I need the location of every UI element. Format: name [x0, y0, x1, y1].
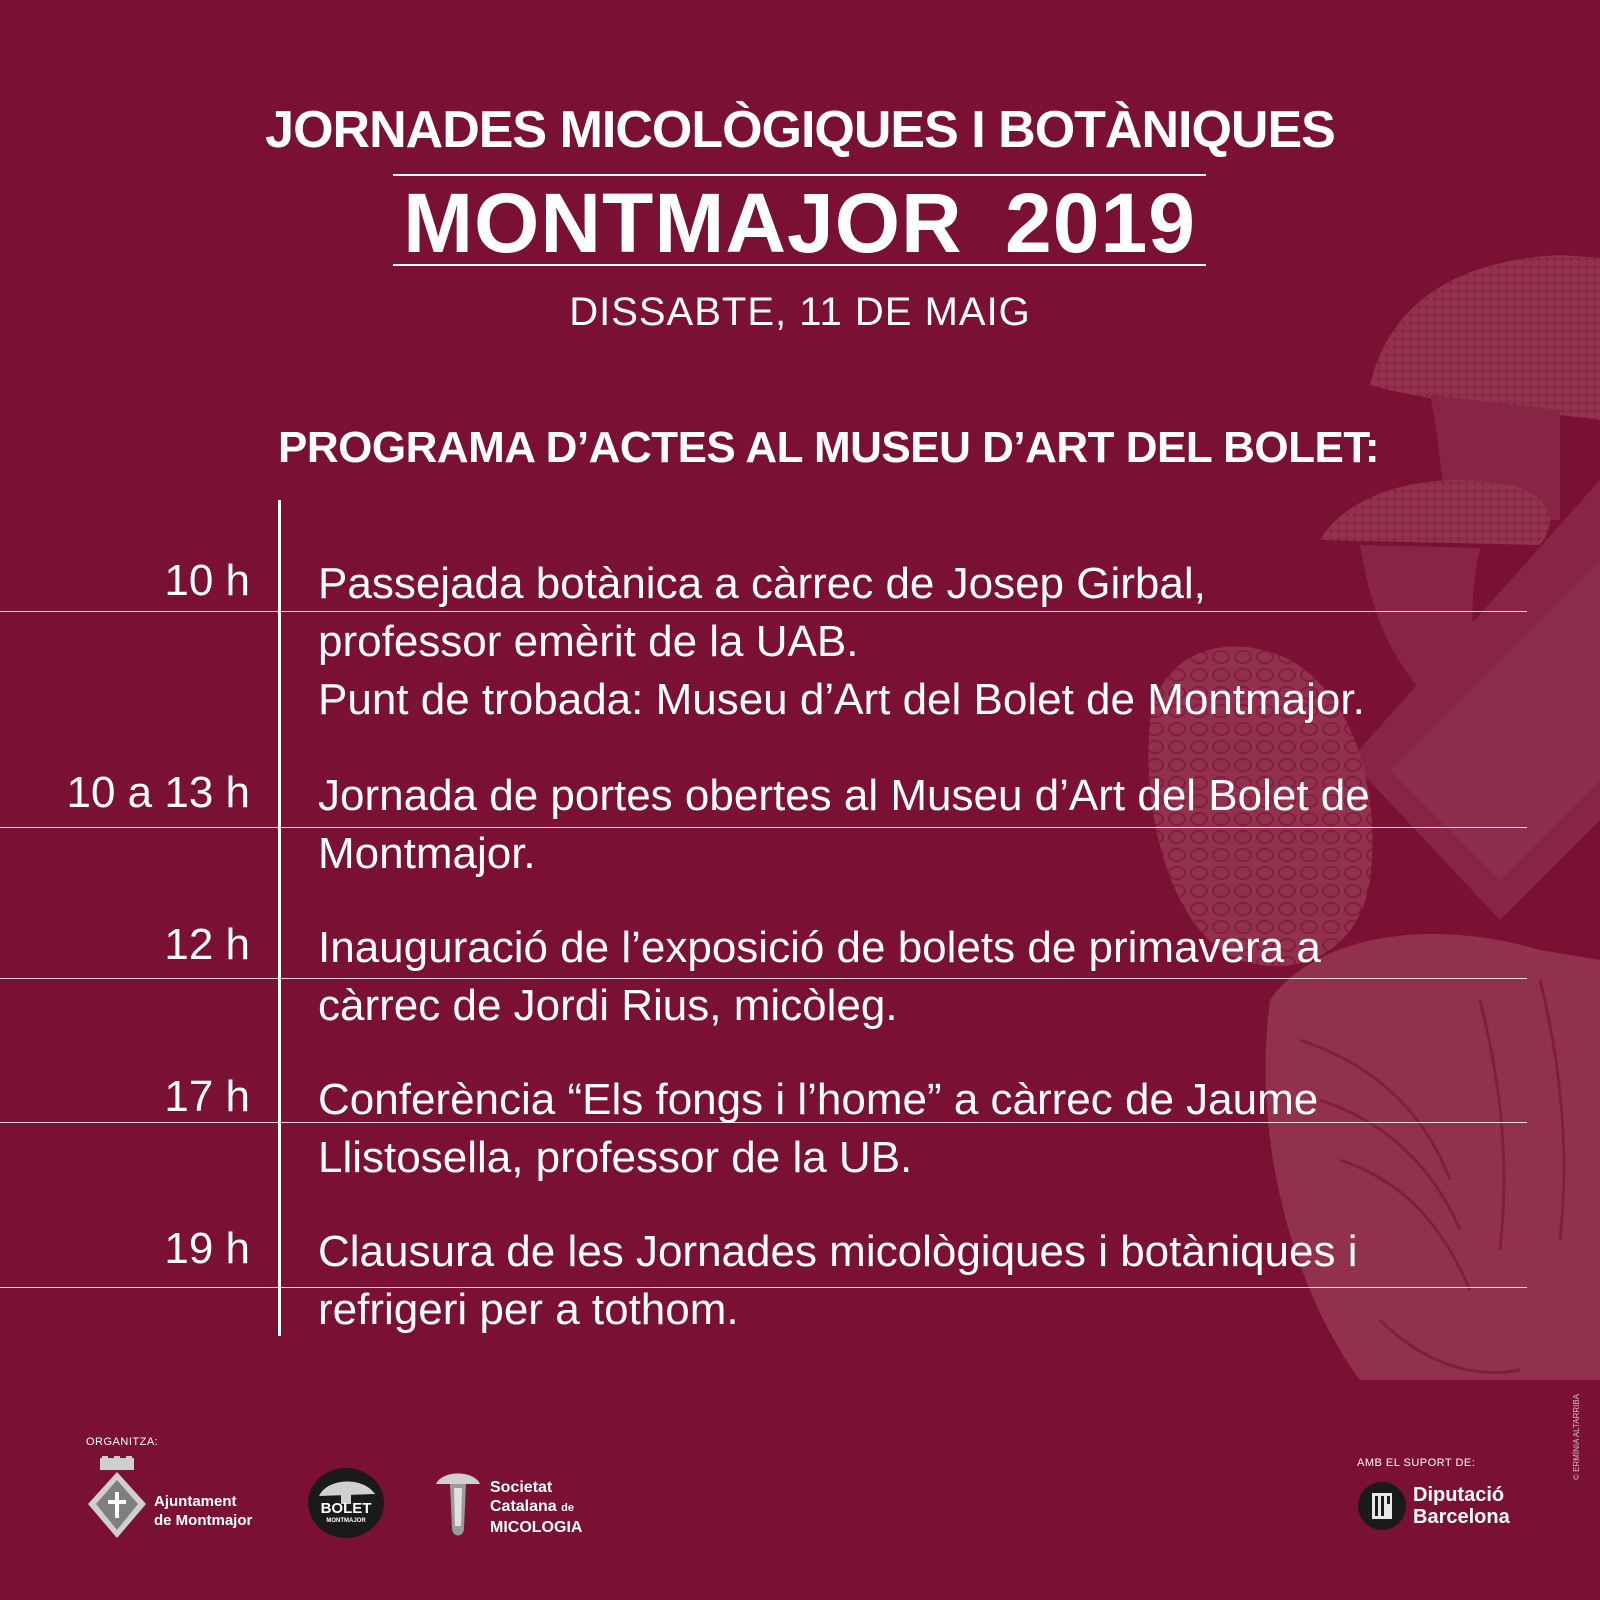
event-line: professor emèrit de la UAB.: [318, 617, 859, 666]
diputacio-line: Diputació: [1413, 1484, 1505, 1506]
ajuntament-logo: [86, 1456, 266, 1542]
bolet-logo-subtext: MONTMAJOR: [326, 1518, 366, 1524]
event-time: 10 a 13 h: [66, 768, 250, 817]
event-line: Montmajor.: [318, 829, 536, 878]
diputacio-logo: [1357, 1478, 1517, 1534]
event-description: [318, 1223, 1358, 1339]
event-description: [318, 919, 1321, 1035]
event-line: càrrec de Jordi Rius, micòleg.: [318, 981, 898, 1030]
timeline-vertical-line: [278, 500, 281, 1336]
organitza-label: ORGANITZA:: [86, 1436, 159, 1448]
event-line: Conferència “Els fongs i l’home” a càrrec de Jaume: [318, 1075, 1319, 1124]
coat-of-arms-icon: [86, 1456, 148, 1542]
ajuntament-line: Ajuntament: [154, 1493, 237, 1510]
event-description: [318, 555, 1365, 729]
bolet-montmajor-logo: [305, 1466, 387, 1540]
event-time: 12 h: [164, 920, 250, 969]
suport-label: AMB EL SUPORT DE:: [1357, 1457, 1476, 1469]
event-time: 19 h: [164, 1224, 250, 1273]
event-description: [318, 767, 1370, 883]
event-description: [318, 1071, 1318, 1187]
event-line: Passejada botànica a càrrec de Josep Girbal,: [318, 559, 1206, 608]
diputacio-line: Barcelona: [1413, 1506, 1510, 1528]
event-subtitle: MONTMAJOR 2019: [403, 176, 1196, 270]
programme-heading: PROGRAMA D’ACTES AL MUSEU D’ART DEL BOLET:: [278, 423, 1380, 472]
mushroom-icon: [434, 1466, 482, 1542]
societat-line: Societat: [490, 1479, 553, 1496]
event-line: Clausura de les Jornades micològiques i botàniques i: [318, 1227, 1358, 1276]
event-title: JORNADES MICOLÒGIQUES I BOTÀNIQUES: [265, 101, 1335, 159]
title-rule-bottom: [393, 264, 1206, 266]
illustration-credit: © ERMÍNIA ALTARRIBA: [1572, 1393, 1581, 1480]
ajuntament-line: de Montmajor: [154, 1512, 253, 1529]
event-line: Punt de trobada: Museu d’Art del Bolet de Montmajor.: [318, 675, 1365, 724]
event-time: 10 h: [164, 556, 250, 605]
event-time: 17 h: [164, 1072, 250, 1121]
event-line: refrigeri per a tothom.: [318, 1285, 739, 1334]
event-line: Llistosella, professor de la UB.: [318, 1133, 913, 1182]
event-date: DISSABTE, 11 DE MAIG: [569, 290, 1031, 334]
societat-line: Catalana: [490, 1498, 557, 1515]
event-line: Inauguració de l’exposició de bolets de primavera a: [318, 923, 1321, 972]
societat-micologia-logo: [434, 1466, 614, 1542]
event-line: Jornada de portes obertes al Museu d’Art del Bolet de: [318, 771, 1370, 820]
societat-line: de: [561, 1502, 574, 1514]
societat-line: MICOLOGIA: [490, 1519, 583, 1536]
diputacio-emblem-icon: [1357, 1481, 1407, 1531]
bolet-logo-text: BOLET: [320, 1500, 372, 1517]
